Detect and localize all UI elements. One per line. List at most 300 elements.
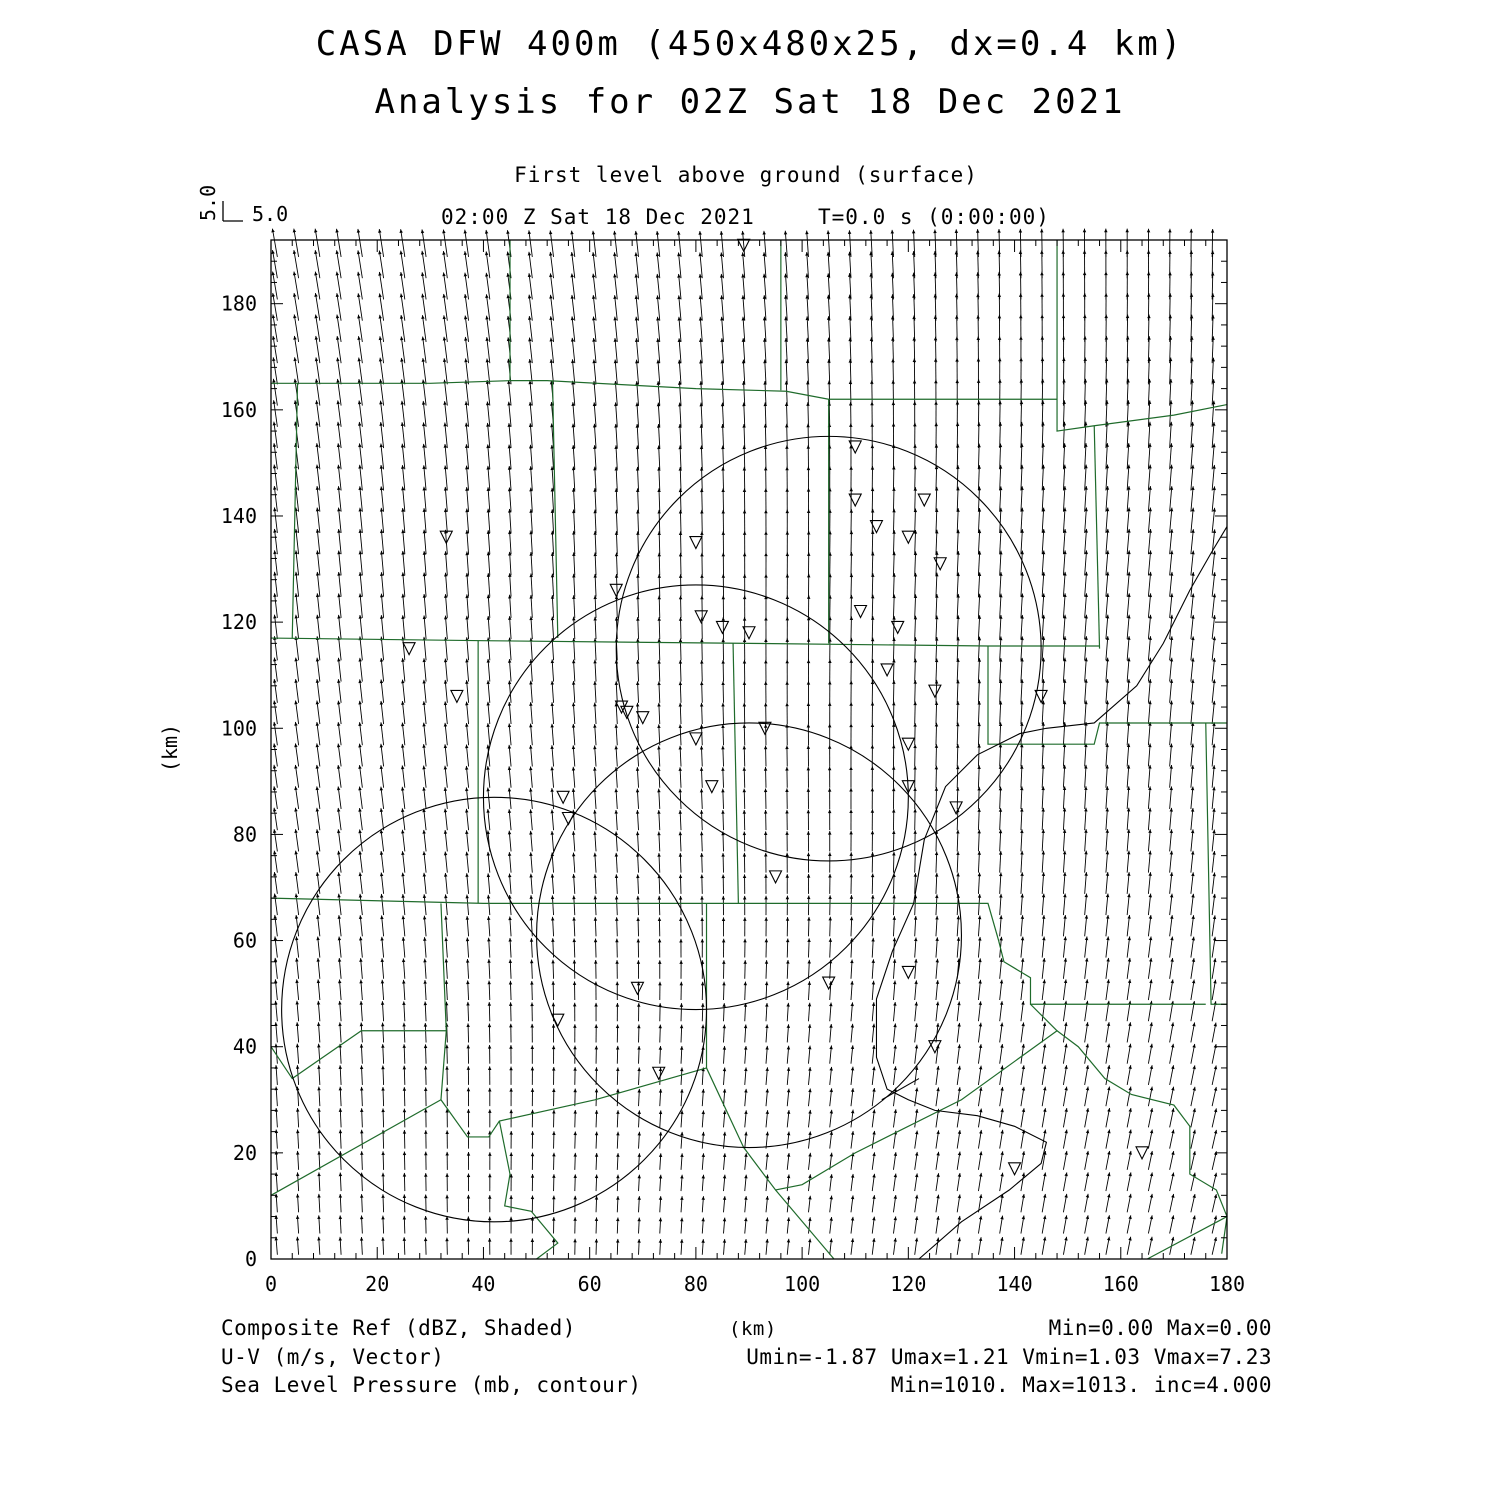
wind-vector [424,1023,427,1043]
wind-vector [1212,872,1216,893]
wind-vector [360,1237,363,1255]
county-line [271,638,1100,646]
wind-vector [978,958,981,978]
wind-vector [1085,1151,1090,1170]
wind-vector [296,1044,299,1064]
wind-vector [1212,551,1216,576]
wind-vector [978,508,981,533]
wind-vector [380,658,384,682]
wind-vector [787,1132,790,1149]
wind-vector [487,616,490,639]
wind-vector [381,1066,384,1085]
wind-vector [744,1175,747,1191]
wind-vector [273,550,277,575]
wind-vector [444,873,447,894]
wind-vector [1106,636,1109,660]
wind-vector [422,808,426,830]
wind-vector [1063,829,1066,851]
wind-vector [657,832,660,852]
wind-vector [914,916,917,936]
wind-vector [337,551,341,576]
wind-vector [957,1087,961,1106]
wind-vector [465,530,468,554]
wind-vector [914,551,917,575]
wind-vector [528,380,532,405]
wind-vector [1021,937,1024,958]
wind-vector [872,1045,875,1064]
wind-vector [444,551,447,575]
wind-vector [679,596,682,618]
wind-vector [764,810,767,830]
wind-vector [786,552,789,575]
wind-vector [572,617,575,639]
wind-vector [765,1003,768,1021]
wind-vector [743,724,746,745]
wind-vector [401,744,405,767]
wind-vector [851,1174,854,1191]
wind-vector [358,701,362,724]
wind-vector [337,722,341,745]
wind-vector [550,724,553,745]
wind-vector [337,658,341,682]
wind-vector [486,466,489,491]
wind-vector [294,829,298,851]
wind-vector [1191,1022,1196,1042]
wind-vector [1063,1172,1067,1191]
wind-vector [1191,958,1195,979]
wind-vector [1191,636,1195,660]
wind-vector [380,679,384,702]
wind-vector [764,402,767,426]
wind-vector [402,937,405,958]
wind-vector [380,744,384,767]
wind-vector [1148,851,1151,873]
wind-vector [1127,1022,1131,1042]
wind-vector [808,1239,811,1255]
wind-vector [295,615,299,639]
wind-vector [467,1152,470,1170]
wind-vector [786,939,789,958]
wind-vector [723,1218,726,1234]
wind-vector [465,573,468,597]
wind-vector [657,617,660,639]
x-tick-label: 100 [784,1272,821,1296]
wind-vector [381,1044,384,1064]
wind-vector [1212,1023,1217,1043]
wind-vector [999,701,1002,724]
wind-vector [273,915,277,936]
y-tick-label: 20 [232,1140,257,1165]
wind-vector [528,230,533,257]
wind-vector [616,1024,619,1042]
wind-vector [1148,593,1152,618]
wind-vector [529,531,532,555]
station-marker [690,537,702,549]
wind-vector [721,746,724,767]
wind-vector [485,337,489,363]
wind-vector [358,765,362,788]
wind-vector [636,488,639,511]
wind-vector [274,958,278,979]
wind-vector [1063,1044,1067,1064]
wind-vector [487,873,490,893]
wind-vector [763,360,766,385]
wind-vector [659,1175,662,1191]
wind-vector [530,1002,533,1021]
wind-vector [1191,1044,1196,1064]
wind-vector [403,1194,406,1212]
wind-vector [956,766,959,788]
wind-vector [316,743,320,766]
wind-vector [913,723,916,745]
wind-vector [785,831,788,851]
wind-vector [764,853,767,873]
wind-vector [1000,1151,1004,1170]
wind-vector [700,424,703,448]
wind-vector [850,895,853,915]
wind-vector [892,466,895,491]
wind-vector [1085,1087,1090,1107]
wind-vector [722,1003,725,1021]
wind-vector [403,1109,406,1128]
wind-vector [1020,894,1023,915]
wind-vector [807,660,810,682]
wind-vector [1148,936,1152,957]
wind-vector [637,1110,640,1127]
wind-vector [444,744,448,766]
wind-vector [936,1195,940,1213]
wind-vector [615,510,618,533]
wind-vector [1127,915,1131,936]
wind-vector [573,1217,576,1233]
wind-vector [593,788,596,809]
wind-vector [1148,765,1151,788]
wind-vector [336,315,341,342]
wind-vector [529,402,533,427]
wind-vector [635,317,639,342]
wind-vector [317,1087,320,1106]
wind-vector [360,1151,363,1170]
wind-vector [508,831,511,852]
wind-vector [915,1023,918,1042]
wind-vector [659,1218,662,1234]
wind-vector [786,960,789,979]
wind-vector [615,853,618,873]
vector-key [196,185,288,226]
wind-vector [402,1044,405,1063]
wind-vector [531,1238,534,1254]
wind-vector [956,615,959,639]
wind-vector [337,572,341,597]
wind-vector [467,1045,470,1064]
wind-vector [1212,508,1216,533]
wind-vector [529,681,532,703]
wind-vector [978,1216,982,1234]
wind-vector [571,316,575,341]
wind-vector [1084,658,1087,682]
wind-vector [444,787,448,809]
wind-vector [657,381,660,405]
wind-vector [700,531,703,554]
wind-vector [358,679,362,702]
wind-vector [871,616,874,639]
wind-vector [1170,872,1174,894]
wind-vector [488,1217,491,1234]
county-line [1147,1217,1227,1259]
wind-vector [723,1153,726,1170]
wind-vector [764,746,767,767]
wind-vector [465,895,468,915]
wind-vector [851,1238,854,1254]
wind-vector [658,1025,661,1043]
wind-vector [787,1239,790,1255]
wind-vector [379,358,384,385]
wind-vector [701,1218,704,1234]
wind-vector [550,745,553,766]
wind-vector [337,701,341,724]
wind-vector [743,831,746,851]
wind-vector [1042,636,1045,660]
wind-vector [1127,572,1131,597]
wind-vector [871,552,874,576]
wind-vector [530,981,533,1000]
wind-vector [1148,1172,1153,1191]
wind-vector [787,1067,790,1085]
wind-vector [1148,550,1152,575]
wind-vector [807,509,810,533]
wind-vector [403,1173,406,1191]
wind-vector [721,810,724,830]
wind-vector [443,337,448,363]
model-time-label: T=0.0 s (0:00:00) [818,205,1050,229]
wind-vector [1000,1108,1004,1127]
wind-vector [357,358,362,385]
x-tick-label: 180 [1208,1272,1246,1296]
wind-vector [913,809,916,830]
wind-vector [914,937,917,957]
wind-vector [637,1003,640,1021]
wind-vector [379,401,383,427]
wind-vector [743,917,746,936]
wind-vector [999,572,1002,596]
wind-vector [509,1024,512,1043]
wind-vector [915,1152,919,1170]
wind-vector [294,636,298,660]
wind-vector [467,1195,470,1212]
wind-vector [936,1066,940,1085]
wind-vector [956,830,959,852]
wind-vector [358,808,362,830]
wind-vector [1000,980,1004,1000]
wind-vector [999,679,1002,702]
wind-vector [936,1173,940,1191]
wind-vector [273,701,277,725]
wind-vector [1212,486,1216,511]
wind-vector [914,509,917,533]
wind-vector [636,874,639,893]
wind-vector [657,488,660,511]
wind-vector [1127,658,1130,682]
wind-vector [509,1002,512,1021]
wind-vector [742,424,745,448]
wind-vector [423,873,426,894]
wind-vector [785,381,788,406]
wind-vector [680,1196,683,1212]
wind-vector [423,916,426,937]
wind-vector [764,703,767,724]
wind-vector [978,1151,982,1169]
wind-vector [1063,958,1067,979]
wind-vector [508,809,511,830]
wind-vector [1170,1065,1175,1085]
wind-vector [1084,701,1087,725]
wind-vector [872,1217,875,1234]
wind-vector [785,488,788,512]
wind-vector [508,766,511,787]
wind-vector [529,745,532,766]
wind-vector [1106,593,1109,618]
wind-vector [509,1067,512,1085]
wind-vector [315,443,319,469]
wind-vector [808,981,811,1000]
wind-vector [808,1196,811,1213]
wind-vector [1170,915,1174,936]
wind-vector [593,467,596,491]
wind-vector [872,1088,875,1106]
wind-vector [636,467,639,491]
wind-vector [828,659,831,681]
wind-vector [978,1109,982,1128]
wind-vector [1127,701,1130,725]
wind-vector [337,486,341,512]
wind-vector [659,1110,662,1127]
wind-vector [743,510,746,533]
wind-vector [1085,593,1088,618]
wind-vector [616,1153,619,1170]
wind-vector [785,788,788,809]
wind-vector [295,529,299,554]
wind-vector [273,722,277,745]
wind-vector [337,894,341,915]
wind-vector [787,1174,790,1191]
wind-vector [572,552,575,575]
wind-vector [786,531,789,554]
wind-vector [807,638,810,660]
wind-vector [445,1173,448,1191]
wind-vector [1127,1065,1132,1085]
wind-vector [1106,1044,1110,1064]
wind-vector [657,446,660,470]
wind-vector [808,1024,811,1042]
wind-vector [1042,1065,1046,1085]
wind-vector [465,702,468,724]
wind-vector [956,723,959,746]
wind-vector [935,573,938,597]
wind-vector [1063,636,1066,660]
wind-vector [807,467,810,491]
wind-vector [699,381,702,405]
wind-vector [701,939,704,958]
wind-vector [274,936,278,957]
wind-vector [315,422,320,448]
wind-vector [978,1173,982,1191]
wind-vector [785,745,788,766]
wind-vector [442,272,447,299]
wind-vector [508,852,511,873]
wind-vector [1212,701,1216,724]
wind-vector [593,874,596,894]
wind-vector [830,1088,833,1106]
station-marker [902,966,914,978]
legend-vector: U-V (m/s, Vector) [221,1345,445,1369]
wind-vector [1000,1001,1004,1021]
wind-vector [295,872,299,894]
wind-vector [508,938,511,958]
wind-vector [808,1131,811,1148]
wind-vector [485,294,490,320]
wind-vector [486,444,490,469]
wind-vector [893,1238,896,1255]
wind-vector [1148,1044,1153,1064]
wind-vector [764,874,767,894]
wind-vector [1084,615,1087,639]
wind-vector [850,595,853,618]
wind-vector [871,466,874,491]
wind-vector [721,789,724,809]
wind-vector [593,617,596,639]
wind-vector [486,809,489,830]
wind-vector [317,1001,320,1021]
wind-vector [956,508,959,533]
wind-vector [785,724,788,745]
wind-vector [956,851,959,872]
wind-vector [700,639,703,661]
wind-vector [380,808,384,830]
wind-vector [765,939,768,958]
wind-vector [764,445,767,469]
wind-vector [892,809,895,830]
wind-vector [531,1174,534,1191]
wind-vector [766,1153,769,1170]
wind-vector [657,639,660,661]
wind-vector [807,938,810,957]
wind-vector [381,980,384,1000]
wind-vector [295,1001,298,1021]
wind-vector [421,294,426,321]
wind-vector [700,681,703,702]
wind-vector [359,636,363,660]
wind-vector [1212,1108,1217,1127]
wind-vector [570,231,574,257]
wind-vector [743,553,746,576]
wind-vector [552,1046,555,1064]
wind-vector [423,894,426,915]
wind-vector [1084,786,1087,809]
wind-vector [872,1238,875,1255]
wind-vector [1063,786,1066,809]
wind-vector [743,467,746,491]
wind-vector [445,1152,448,1170]
wind-vector [999,830,1002,852]
wind-vector [509,1088,512,1106]
wind-vector [1063,1065,1067,1085]
wind-vector [679,746,682,767]
vector-key-u-label: 5.0 [252,202,289,226]
wind-vector [338,937,341,958]
wind-vector [872,1131,876,1149]
wind-vector [1170,529,1174,554]
wind-vector [531,1217,534,1234]
